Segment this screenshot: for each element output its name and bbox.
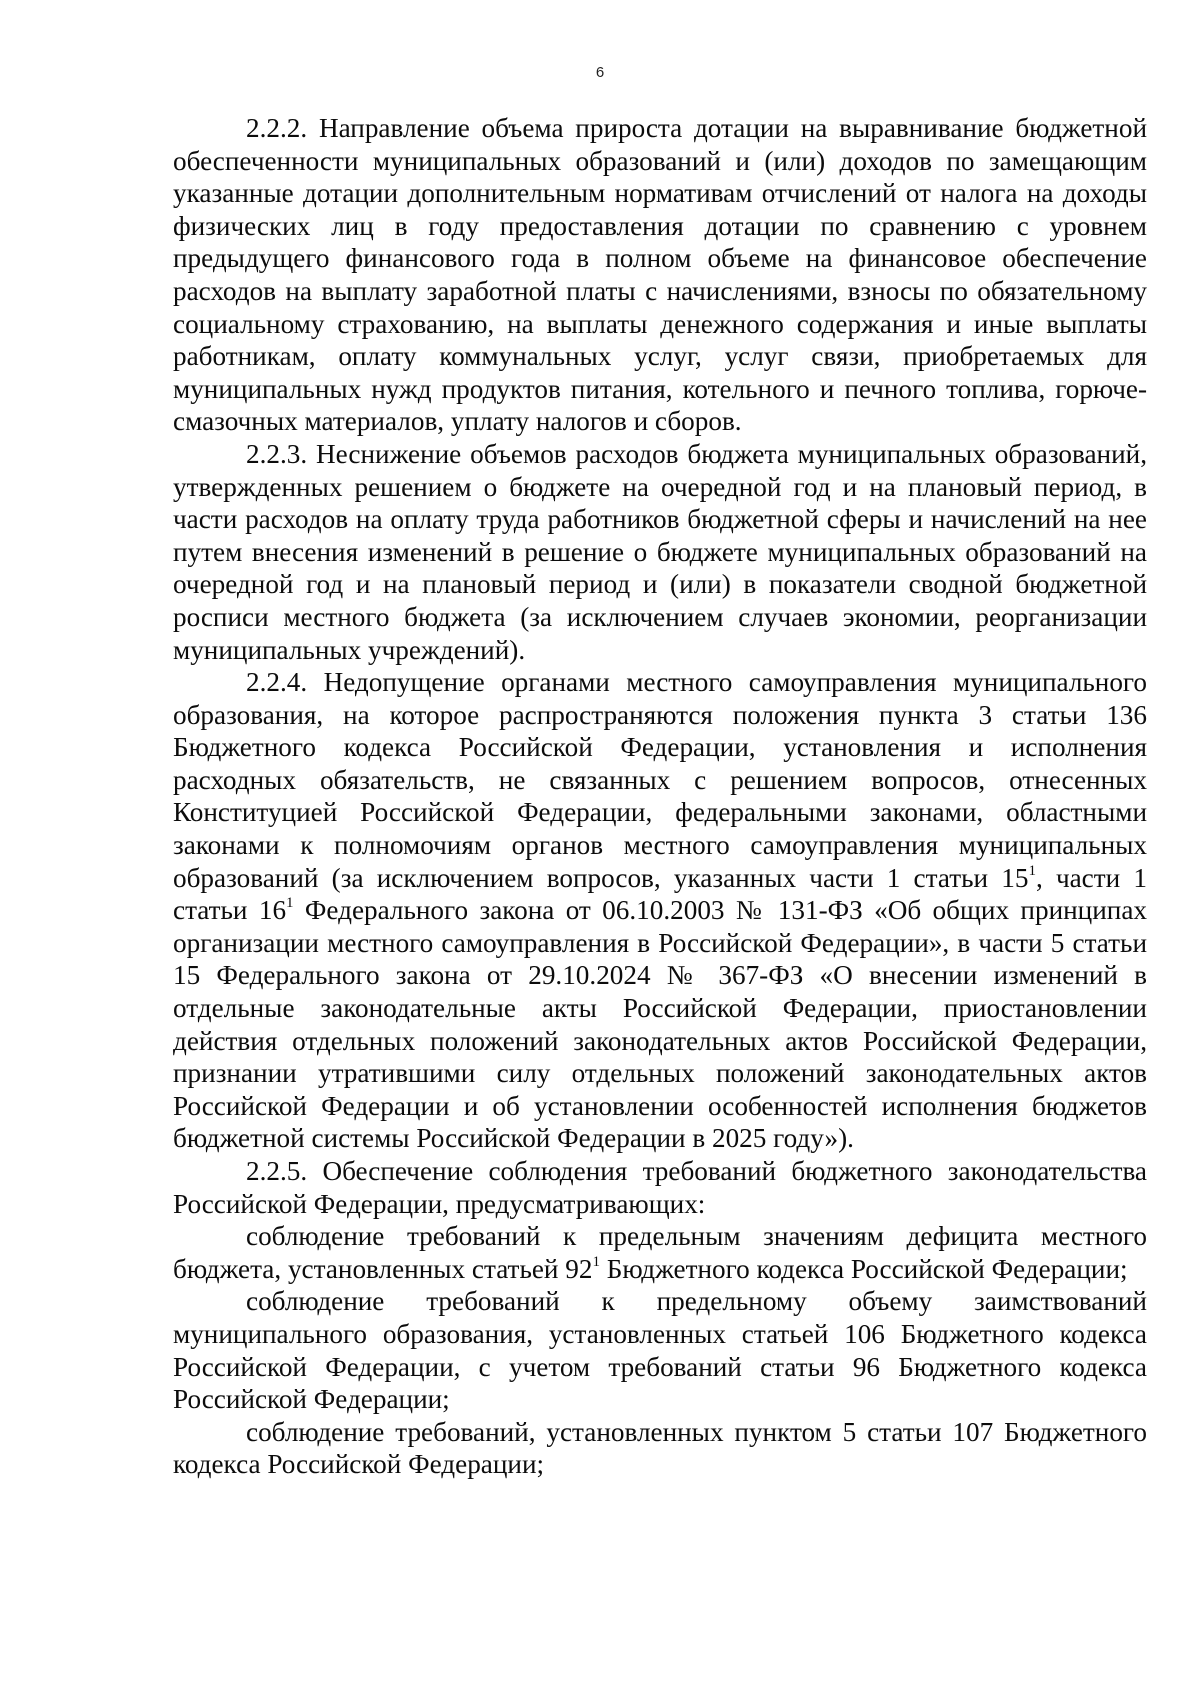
paragraph-text: , части 1 статьи 16 (173, 862, 1147, 926)
paragraph (173, 1416, 1147, 1481)
paragraph (173, 438, 1147, 666)
paragraph (173, 1220, 1147, 1285)
superscript-index: 1 (592, 1253, 600, 1270)
superscript-index: 1 (1028, 862, 1036, 879)
page-number: 6 (595, 64, 605, 81)
paragraph (173, 1285, 1147, 1415)
paragraph-text: 2.2.2. Направление объема прироста дотации на выравнивание бюджетной обеспеченности муниципальных образований и (или) доходов по замещающим указанные дотации дополнительным нормативам отчислений от налога на доходы физических лиц в году предоставления дотации по сравнению с уровнем предыдущего финансового года в полном объеме на финансовое обеспечение расходов на выплату заработной платы с начислениями, взносы по обязательному социальному страхованию, на выплаты денежного содержания и иные выплаты работникам, оплату коммунальных услуг, услуг связи, приобретаемых для муниципальных нужд продуктов питания, котельного и печного топлива, горюче-смазочных материалов, уплату налогов и сборов. (173, 113, 1147, 437)
paragraph-text: 2.2.3. Неснижение объемов расходов бюджета муниципальных образований, утвержденных решением о бюджете на очередной год и на плановый период, в части расходов на оплату труда работников бюджетной сферы и начислений на нее путем внесения изменений в решение о бюджете муниципальных образований на очередной год и на плановый период и (или) в показатели сводной бюджетной росписи местного бюджета (за исключением случаев экономии, реорганизации муниципальных учреждений). (173, 438, 1147, 665)
paragraph-text: Бюджетного кодекса Российской Федерации; (599, 1253, 1128, 1284)
superscript-index: 1 (286, 895, 294, 912)
paragraph-text: соблюдение требований, установленных пунктом 5 статьи 107 Бюджетного кодекса Российской Федерации; (173, 1416, 1147, 1480)
paragraph-text: 2.2.5. Обеспечение соблюдения требований бюджетного законодательства Российской Федерации, предусматривающих: (173, 1156, 1147, 1219)
paragraph-text: Федерального закона от 06.10.2003 № 131-ФЗ «Об общих принципах организации местного самоуправления в Российской Федерации», в части 5 статьи 15 Федерального закона от 29.10.2024 № 367-ФЗ «О внесении изменений в отдельные законодательные акты Российской Федерации, приостановлении действия отдельных положений законодательных актов Российской Федерации, признании утратившими силу отдельных положений законодательных актов Российской Федерации и об установлении особенностей исполнения бюджетов бюджетной системы Российской Федерации в 2025 году»). (173, 895, 1147, 1154)
paragraph (173, 666, 1147, 1155)
document-body (173, 112, 1147, 1481)
paragraph-text: 2.2.4. Недопущение органами местного самоуправления муниципального образования, на которое распространяются положения пункта 3 статьи 136 Бюджетного кодекса Российской Федерации, установления и исполнения расходных обязательств, не связанных с решением вопросов, отнесенных Конституцией Российской Федерации, федеральными законами, областными законами к полномочиям органов местного самоуправления муниципальных образований (за исключением вопросов, указанных части 1 статьи 15 (173, 667, 1147, 893)
paragraph-text: соблюдение требований к предельным значениям дефицита местного бюджета, установленных статьей 92 (173, 1221, 1147, 1284)
paragraph (173, 112, 1147, 438)
paragraph-text: соблюдение требований к предельному объему заимствований муниципального образования, установленных статьей 106 Бюджетного кодекса Российской Федерации, с учетом требований статьи 96 Бюджетного кодекса Российской Федерации; (173, 1286, 1147, 1415)
paragraph (173, 1155, 1147, 1220)
